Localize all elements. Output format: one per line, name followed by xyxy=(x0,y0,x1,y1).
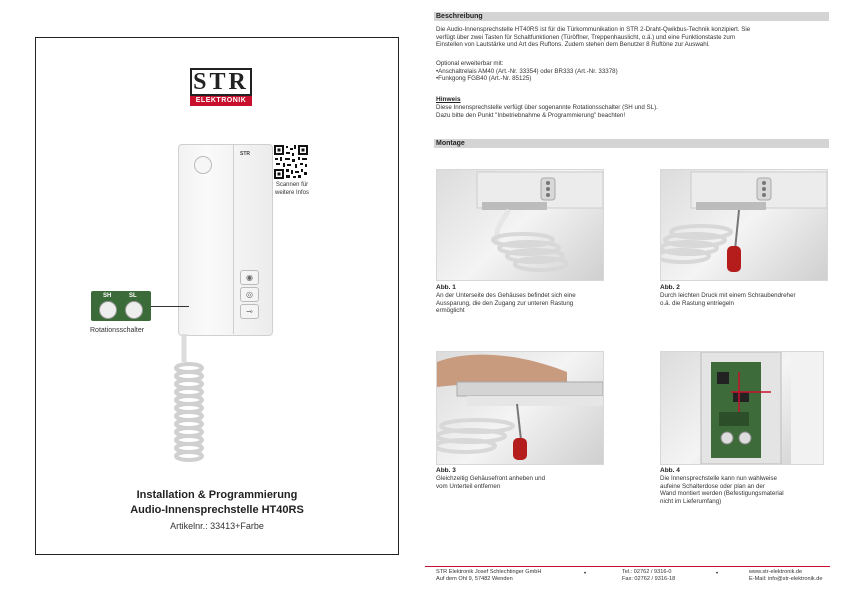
footer-divider xyxy=(425,566,830,567)
qr-caption-line1: Scannen für xyxy=(275,182,309,188)
rotary-dial-sh-icon xyxy=(99,301,117,319)
figure-2-title: Abb. 2 xyxy=(660,284,680,291)
caption-line: aufeine Schalterdose oder plan an der xyxy=(660,482,765,490)
figure-3-photo xyxy=(436,351,604,465)
caption-line: Aussparung, die den Zugang zur unteren Rastung xyxy=(436,299,574,307)
coiled-cord xyxy=(168,334,210,469)
caption-line: ermöglicht xyxy=(436,307,465,315)
intro-line: Die Audio-Innensprechstelle HT40RS ist für die Türkommunikation in STR 2-Draht-Qwikbus-Technik konzipiert. Sie xyxy=(436,26,751,33)
figure-1-photo xyxy=(436,169,604,281)
rotary-switch-board xyxy=(91,291,151,321)
hint-line: Dazu bitte den Punkt "Inbetriebnahme & Programmierung" beachten! xyxy=(436,111,626,119)
rotary-caption: Rotationsschalter xyxy=(90,327,145,334)
figure-1-caption xyxy=(436,292,606,315)
figure-4-caption xyxy=(660,475,830,505)
qr-caption-line2: weitere Infos xyxy=(274,190,310,196)
optional-extensions xyxy=(436,60,826,83)
key-button-icon: ⊸ xyxy=(240,304,259,319)
handset-hook xyxy=(194,156,212,174)
rotary-label-sl: SL xyxy=(129,293,137,299)
website-link[interactable]: www.str-elektronik.de xyxy=(749,569,803,575)
bell-button-icon: ◉ xyxy=(240,270,259,285)
figure-2-caption xyxy=(660,292,830,307)
footer-web xyxy=(749,569,822,583)
handset-divider xyxy=(233,144,234,334)
caption-line: Gleichzeitig Gehäusefront anheben und xyxy=(436,475,546,482)
qr-code[interactable] xyxy=(273,144,309,180)
hint-line: Diese Innensprechstelle verfügt über sogenannte Rotationsschalter (SH und SL). xyxy=(436,104,658,111)
rotary-dial-sl-icon xyxy=(125,301,143,319)
footer-separator: • xyxy=(716,571,719,577)
str-logo xyxy=(190,68,252,108)
section-heading-mounting: Montage xyxy=(434,139,829,148)
article-number: Artikelnr.: 33413+Farbe xyxy=(170,521,264,531)
intro-line: verfügt über zwei Tasten für Schaltfunktionen (Türöffner, Treppenhauslicht, o.ä.) und eine Funktionstaste zum xyxy=(436,33,735,41)
caption-line: nicht im Lieferumfang) xyxy=(660,497,722,505)
description-intro xyxy=(436,26,826,49)
intro-line: Einstellen von Lautstärke und Art des Ruftons. Zudem stehen dem Benutzer 8 Ruftöne zur Auswahl. xyxy=(436,41,710,49)
cover-title-line1: Installation & Programmierung xyxy=(136,489,298,501)
device-logo: STR xyxy=(240,151,250,157)
light-button-icon: ◎ xyxy=(240,287,259,302)
logo-subtitle: ELEKTRONIK xyxy=(190,96,252,106)
email-link[interactable]: E-Mail: info@str-elektronik.de xyxy=(749,575,823,582)
cover-title-line2: Audio-Innensprechstelle HT40RS xyxy=(130,504,304,516)
phone-number: Tel.: 02762 / 9316-0 xyxy=(622,569,672,575)
figure-1-title: Abb. 1 xyxy=(436,284,456,291)
logo-str-text: STR xyxy=(190,68,252,96)
caption-line: Wand montiert werden (Befestigungsmaterial xyxy=(660,490,784,498)
hint-title: Hinweis xyxy=(436,96,461,103)
caption-line: vom Unterteil entfernen xyxy=(436,482,501,490)
section-heading-description: Beschreibung xyxy=(434,12,829,21)
footer-phone xyxy=(622,569,675,583)
rotary-pointer-line xyxy=(151,306,189,307)
optional-item: •Anschaltrelais AM40 (Art.-Nr. 33354) oder BR333 (Art.-Nr. 33378) xyxy=(436,67,618,75)
caption-line: An der Unterseite des Gehäuses befindet sich eine xyxy=(436,292,576,299)
figure-2-photo xyxy=(660,169,828,281)
hint-text xyxy=(436,104,826,119)
optional-item: •Funkgong FGB40 (Art.-Nr. 85125) xyxy=(436,75,532,83)
figure-3-caption xyxy=(436,475,606,490)
company-name: STR Elektronik Josef Schlechtinger GmbH xyxy=(436,569,542,575)
company-address: Auf dem Ohl 9, 57482 Wenden xyxy=(436,575,513,582)
figure-4-title: Abb. 4 xyxy=(660,467,680,474)
caption-line: Die Innensprechstelle kann nun wahlweise xyxy=(660,475,777,482)
footer-company xyxy=(436,569,541,583)
figure-4-photo xyxy=(660,351,824,465)
fax-number: Fax: 02762 / 9316-18 xyxy=(622,575,676,582)
optional-title: Optional erweiterbar mit: xyxy=(436,60,504,67)
caption-line: o.ä. die Rastung entriegeln xyxy=(660,299,734,307)
rotary-label-sh: SH xyxy=(103,293,112,299)
footer-separator: • xyxy=(584,571,587,577)
figure-3-title: Abb. 3 xyxy=(436,467,456,474)
caption-line: Durch leichten Druck mit einem Schraubendreher xyxy=(660,292,796,299)
